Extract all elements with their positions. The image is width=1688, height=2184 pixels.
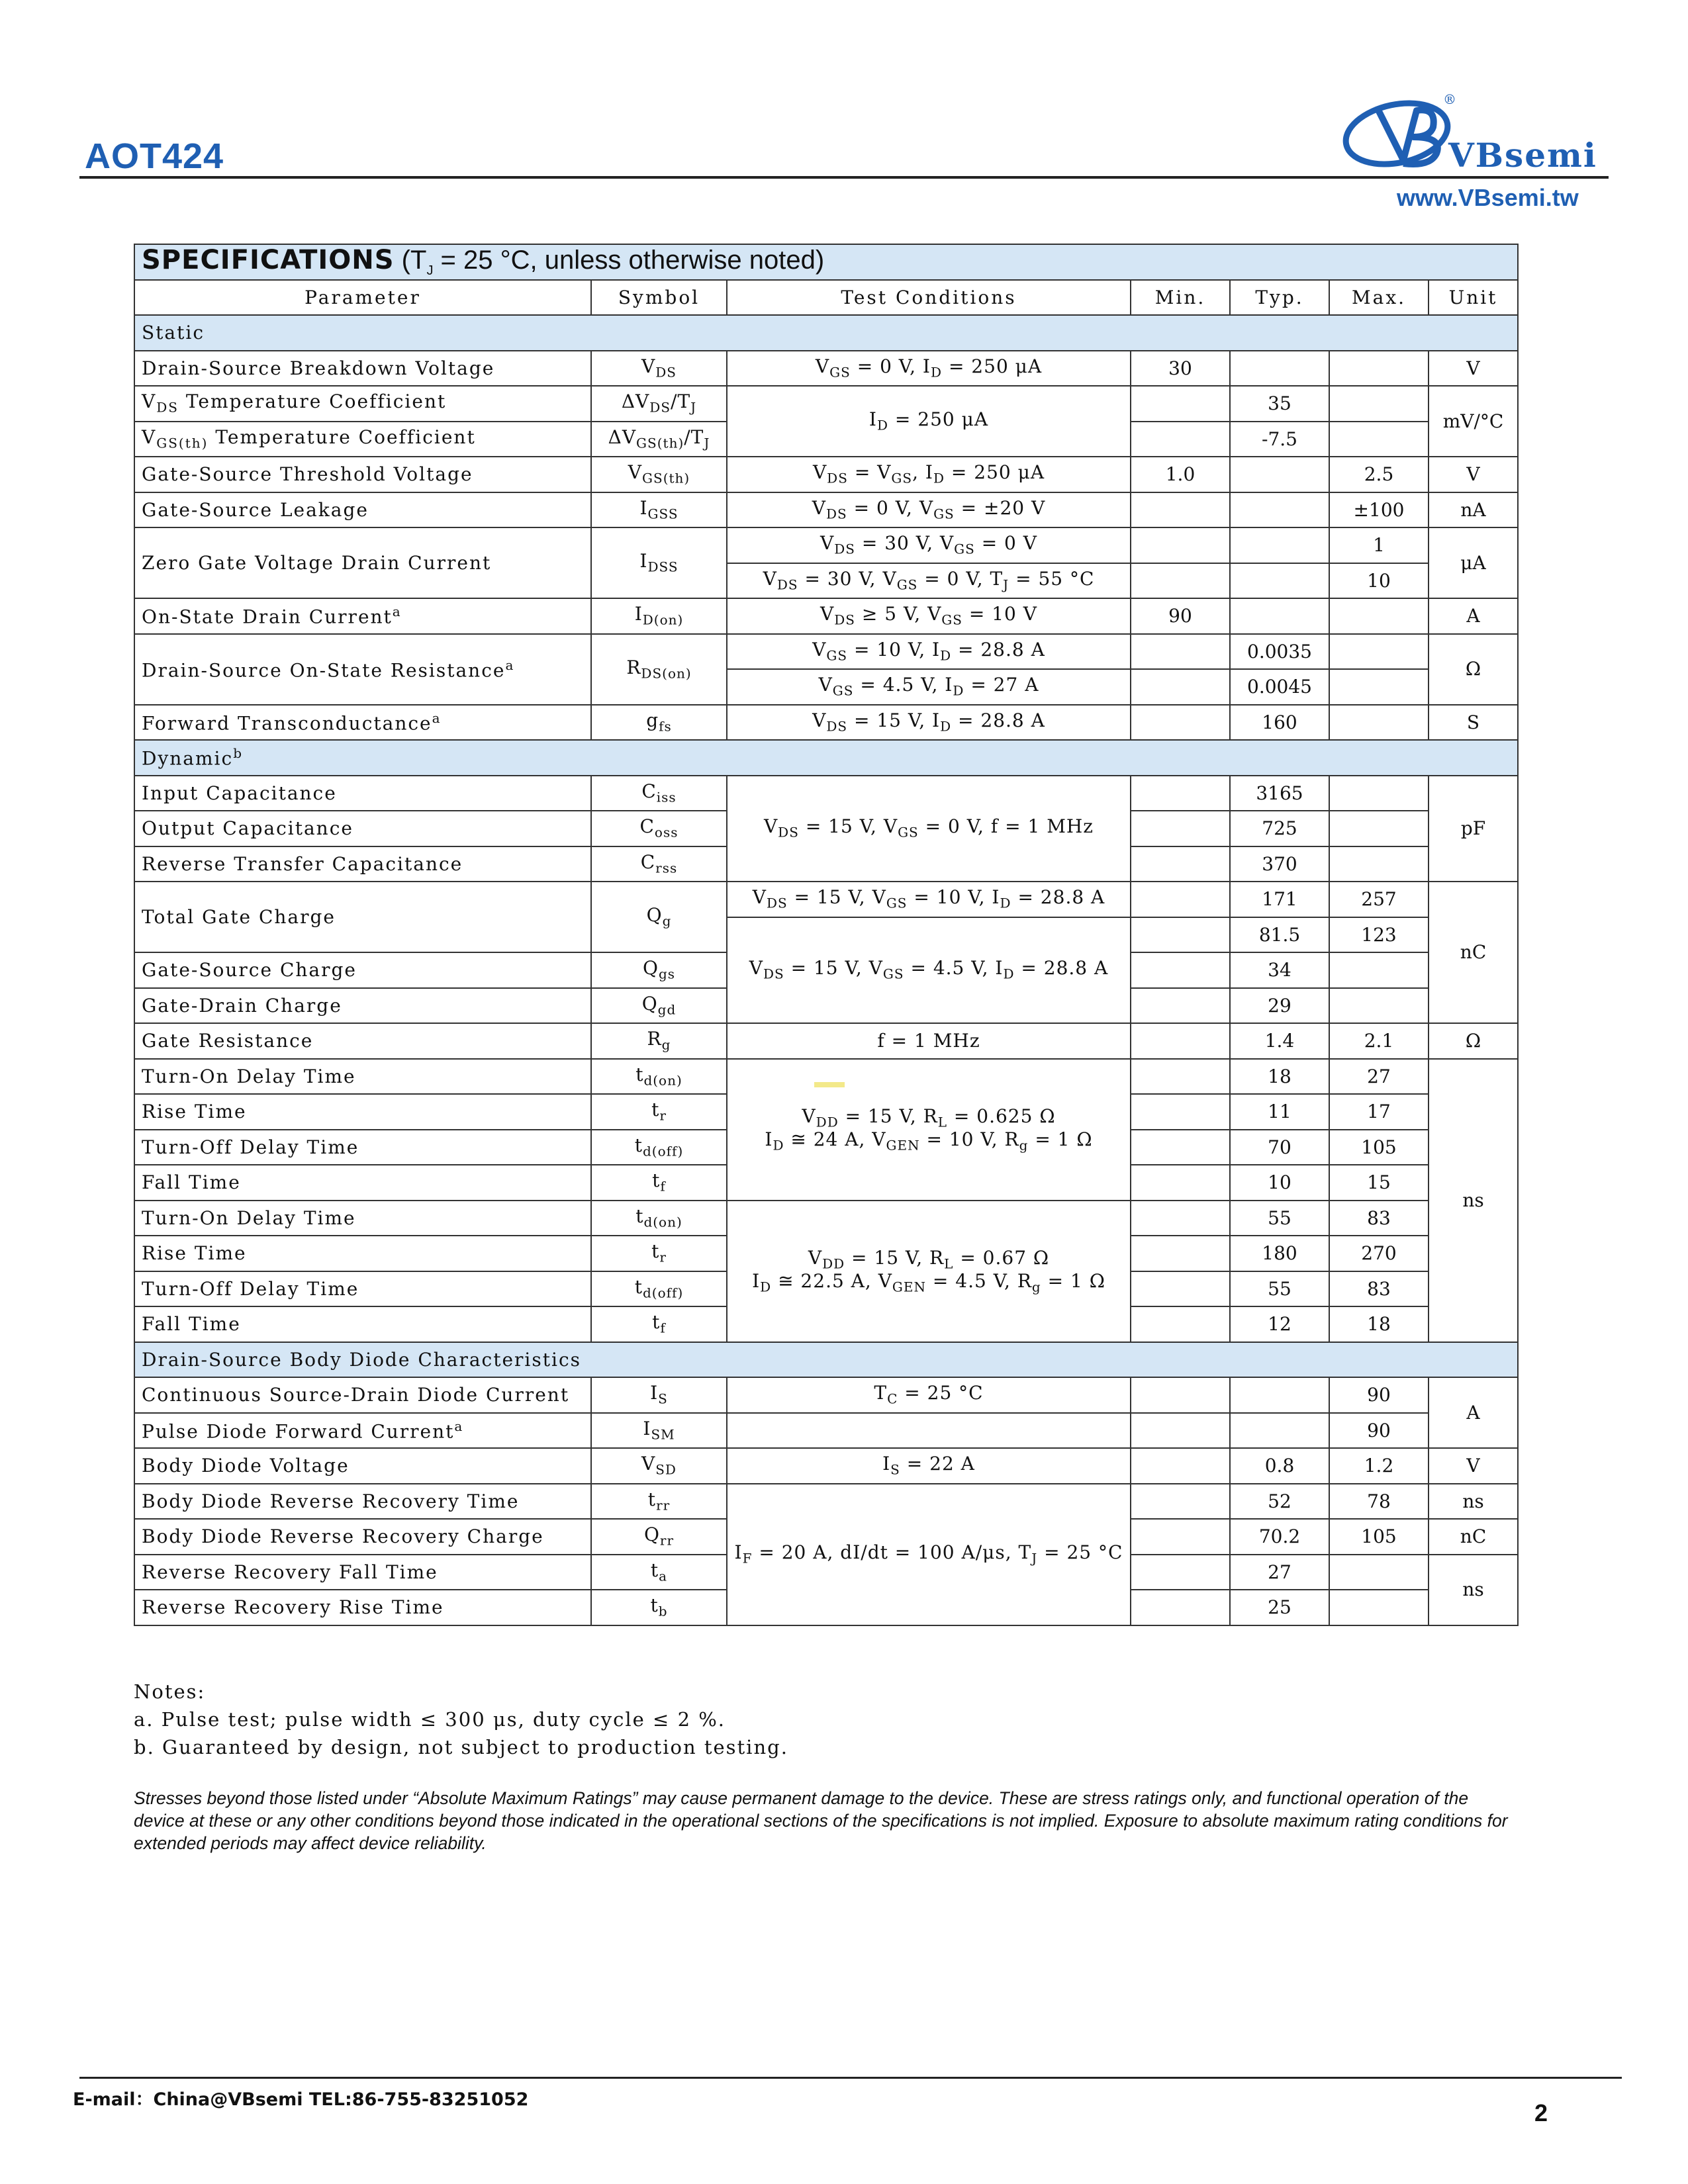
table-row: Fall Time $t_f$ 12 18	[134, 1306, 1518, 1342]
table-row: Reverse Recovery Rise Time $t_b$ 25	[134, 1590, 1518, 1625]
section-body-diode: Drain-Source Body Diode Characteristics	[134, 1342, 1518, 1378]
col-header-max: Max.	[1329, 280, 1429, 316]
col-header-min: Min.	[1131, 280, 1230, 316]
col-header-typ: Typ.	[1230, 280, 1329, 316]
table-row: Rise Time $t_r$ 11 17	[134, 1094, 1518, 1130]
footer-contact: E-mail：China@VBsemi TEL:86-755-83251052	[73, 2089, 529, 2110]
notes-heading: Notes:	[134, 1680, 206, 1703]
table-row: Fall Time $t_f$ 10 15	[134, 1165, 1518, 1201]
table-row: Turn-Off Delay Time $t_{d(off)}$ 55 83	[134, 1271, 1518, 1307]
table-row: Body Diode Voltage $V_{SD}$ $I_S = 22$ A 0.8 1.2 V	[134, 1448, 1518, 1484]
table-row: Continuous Source-Drain Diode Current $I_S$ $T_C = 25$ °C 90 A	[134, 1377, 1518, 1413]
table-row: Total Gate Charge $Q_g$ $V_{DS} = 15$ V, $V_{GS} = 10$ V, $I_D = 28.8$ A 171 257 nC	[134, 882, 1518, 917]
page-number: 2	[1534, 2099, 1548, 2126]
table-row: Zero Gate Voltage Drain Current $I_{DSS}$ $V_{DS} = 30$ V, $V_{GS} = 0$ V 1 μA	[134, 527, 1518, 563]
table-row: $V_{DS}$ Temperature Coefficient $\Delta V_{DS}/T_J$ $I_D = 250$ μA 35 mV/°C	[134, 386, 1518, 422]
website-link[interactable]: www.VBsemi.tw	[1397, 184, 1579, 211]
table-row: Pulse Diode Forward Current$^a$ $I_{SM}$ 90	[134, 1413, 1518, 1449]
col-header-symbol: Symbol	[591, 280, 727, 316]
table-title-row	[134, 244, 1518, 280]
note-b: b. Guaranteed by design, not subject to production testing.	[134, 1736, 788, 1758]
col-header-unit: Unit	[1429, 280, 1518, 316]
table-row: Drain-Source On-State Resistance$^a$ $R_{DS(on)}$ $V_{GS} = 10$ V, $I_D = 28.8$ A 0.0035 Ω	[134, 634, 1518, 670]
footer-rule	[79, 2077, 1622, 2079]
notes	[134, 1678, 788, 1761]
disclaimer: Stresses beyond those listed under “Absolute Maximum Ratings” may cause permanent damage to the device. These are stress ratings only, and functional operation of the device at these or any other conditions beyond those indicated in the operational sections of the specifications is not implied. Exposure to absolute maximum rating conditions for extended periods may affect device reliability.	[134, 1788, 1508, 1853]
section-static: Static	[134, 315, 1518, 351]
part-number: AOT424	[85, 136, 224, 176]
table-row: $V_{GS} = 4.5$ V, $I_D = 27$ A 0.0045	[134, 669, 1518, 705]
table-row: $V_{DS} = 30$ V, $V_{GS} = 0$ V, $T_J = 55$ °C 10	[134, 563, 1518, 599]
column-header-row	[134, 280, 1518, 316]
table-row: Output Capacitance $C_{oss}$ 725	[134, 811, 1518, 846]
table-row: On-State Drain Current$^a$ $I_{D(on)}$ $V_{DS} \ge 5$ V, $V_{GS} = 10$ V 90 A	[134, 598, 1518, 634]
col-header-test-conditions: Test Conditions	[727, 280, 1131, 316]
table-row: Body Diode Reverse Recovery Time $t_{rr}$ $I_F = 20$ A, dI/dt = 100 A/μs, $T_J = 25$ °C 52 78 ns	[134, 1484, 1518, 1520]
table-row: Reverse Transfer Capacitance $C_{rss}$ 370	[134, 846, 1518, 882]
table-row: $V_{DS} = 15$ V, $V_{GS} = 4.5$ V, $I_D = 28.8$ A 81.5 123	[134, 917, 1518, 953]
table-row: Forward Transconductance$^a$ $g_{fs}$ $V_{DS} = 15$ V, $I_D = 28.8$ A 160 S	[134, 705, 1518, 741]
note-a: a. Pulse test; pulse width ≤ 300 μs, duty cycle ≤ 2 %.	[134, 1708, 726, 1731]
registered-mark: ®	[1443, 91, 1456, 107]
brand-name: VBsemi	[1448, 136, 1597, 175]
specifications-table	[134, 244, 1519, 1626]
table-row: Gate-Source Leakage $I_{GSS}$ $V_{DS} = 0$ V, $V_{GS} = \pm 20$ V ±100 nA	[134, 492, 1518, 528]
table-row: Gate-Drain Charge $Q_{gd}$ 29	[134, 988, 1518, 1024]
section-dynamic: Dynamic$^b$	[134, 740, 1518, 776]
table-row: Drain-Source Breakdown Voltage $V_{DS}$ $V_{GS} = 0$ V, $I_D = 250$ μA 30 V	[134, 351, 1518, 387]
highlight-mark	[814, 1082, 845, 1087]
table-row: Body Diode Reverse Recovery Charge $Q_{rr}$ 70.2 105 nC	[134, 1519, 1518, 1555]
table-title: SPECIFICATIONS ($T_J = 25$ °C, unless otherwise noted)	[134, 244, 1518, 280]
table-row: Gate Resistance $R_g$ f = 1 MHz 1.4 2.1 Ω	[134, 1023, 1518, 1059]
table-row: Gate-Source Threshold Voltage $V_{GS(th)}$ $V_{DS} = V_{GS}$, $I_D = 250$ μA 1.0 2.5 V	[134, 457, 1518, 492]
table-row: Turn-On Delay Time $t_{d(on)}$ $V_{DD} = 15$ V, $R_L = 0.67$ Ω $I_D$ ≅ 22.5 A, $V_{GEN} = 4.5$ V, $R_g = 1$ Ω 55 83	[134, 1201, 1518, 1236]
table-row: Reverse Recovery Fall Time $t_a$ 27 ns	[134, 1555, 1518, 1590]
table-row: Turn-Off Delay Time $t_{d(off)}$ 70 105	[134, 1130, 1518, 1165]
table-row: Turn-On Delay Time $t_{d(on)}$ $V_{DD} = 15$ V, $R_L = 0.625$ Ω $I_D$ ≅ 24 A, $V_{GEN} = 10$ V, $R_g = 1$ Ω 18 27 ns	[134, 1059, 1518, 1095]
table-row: Gate-Source Charge $Q_{gs}$ 34	[134, 952, 1518, 988]
table-row: Rise Time $t_r$ 180 270	[134, 1236, 1518, 1271]
col-header-parameter: Parameter	[134, 280, 591, 316]
table-row: Input Capacitance $C_{iss}$ $V_{DS} = 15$ V, $V_{GS} = 0$ V, f = 1 MHz 3165 pF	[134, 776, 1518, 811]
table-row: $V_{GS(th)}$ Temperature Coefficient $\Delta V_{GS(th)}/T_J$ -7.5	[134, 422, 1518, 457]
